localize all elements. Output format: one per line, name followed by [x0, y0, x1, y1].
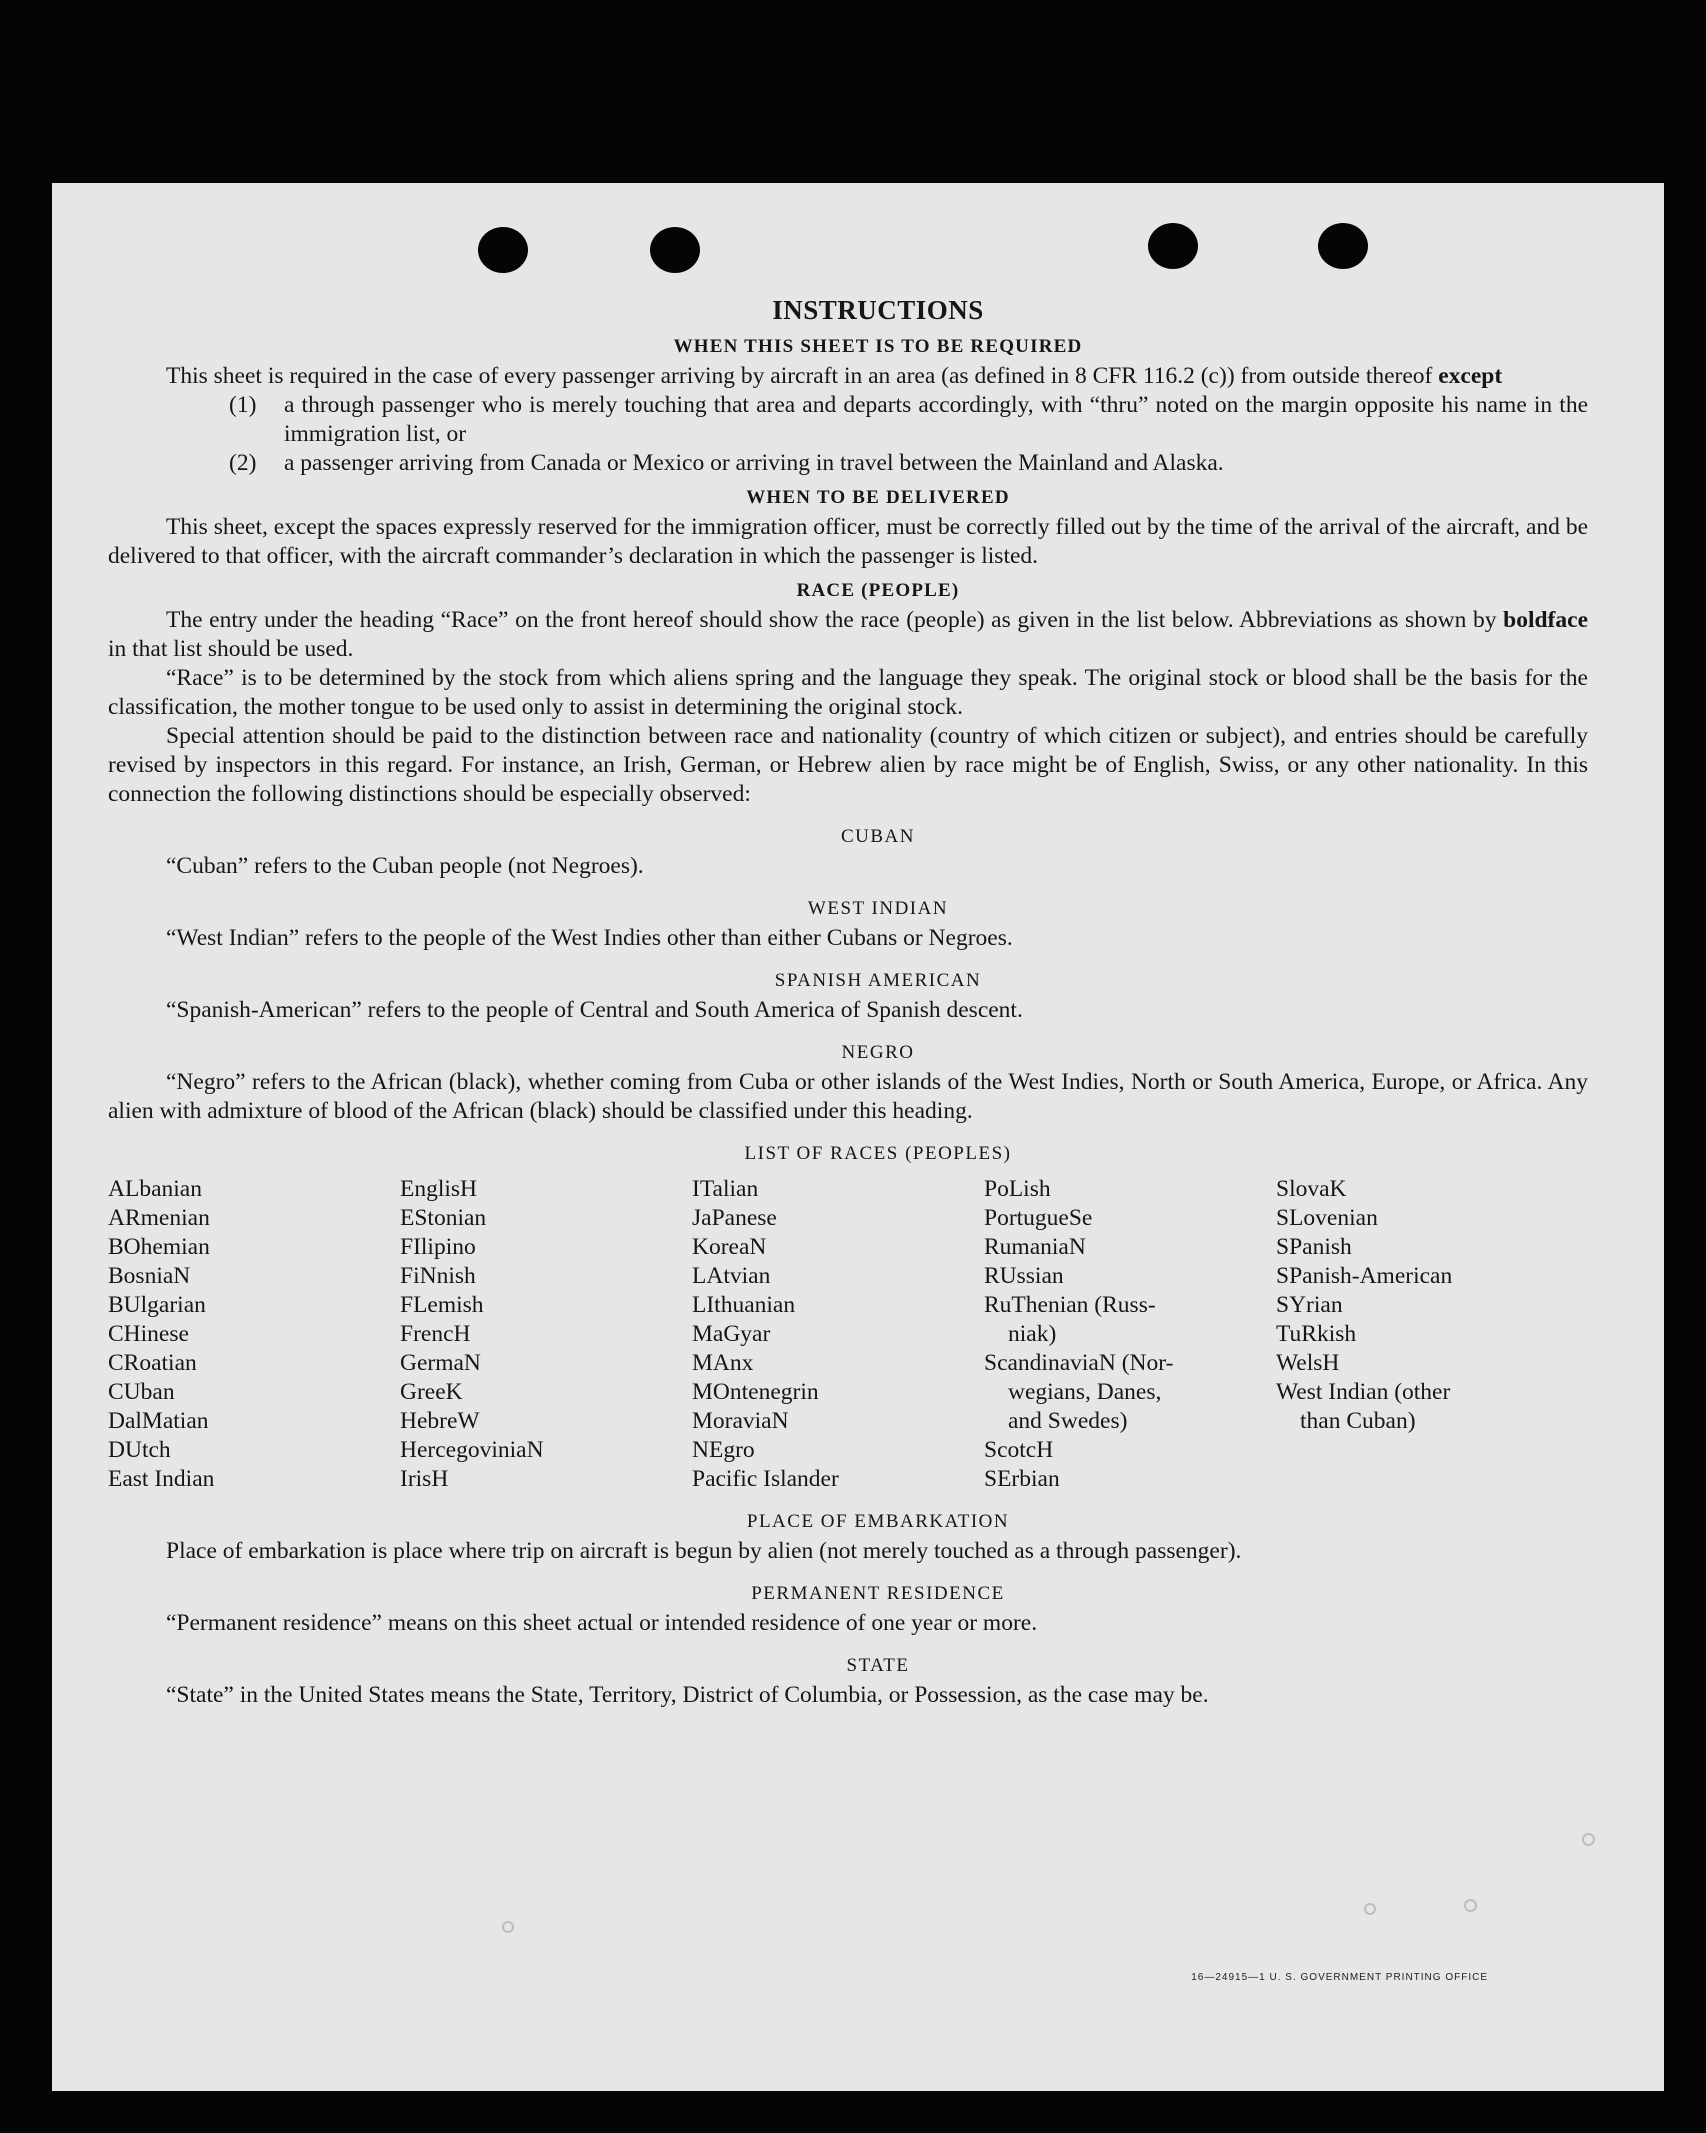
- race-entry: BUlgarian: [108, 1292, 206, 1318]
- paper-speck: [502, 1921, 514, 1933]
- race-entry: EStonian: [400, 1205, 487, 1231]
- race-entry: IrisH: [400, 1466, 449, 1492]
- race-entry: PortugueSe: [984, 1205, 1093, 1231]
- paragraph: “Cuban” refers to the Cuban people (not Negroes).: [166, 853, 644, 879]
- race-entry: PoLish: [984, 1176, 1051, 1202]
- race-entry: SPanish-American: [1276, 1263, 1453, 1289]
- punch-hole: [1148, 223, 1198, 269]
- instructions-body: [108, 293, 1588, 1710]
- race-entry: TuRkish: [1276, 1321, 1357, 1347]
- section-heading: STATE: [846, 1655, 910, 1676]
- paragraph: “Negro” refers to the African (black), whether coming from Cuba or other islands of the West Indies, North or South America, Europe, or Africa. Any alien with admixture of blood of the African (black) should be classified under this heading.: [108, 1069, 1588, 1124]
- paper-speck: [1464, 1899, 1477, 1912]
- race-entry: HercegoviniaN: [400, 1437, 544, 1463]
- race-entry: LAtvian: [692, 1263, 771, 1289]
- race-entry: CRoatian: [108, 1350, 197, 1376]
- race-entry: SlovaK: [1276, 1176, 1347, 1202]
- paragraph: This sheet, except the spaces expressly reserved for the immigration officer, must be correctly filled out by the time of the arrival of the aircraft, and be delivered to that officer, with the aircraft commander’s declaration in which the passenger is listed.: [108, 514, 1588, 569]
- race-entry: ARmenian: [108, 1205, 210, 1231]
- paragraph: “Spanish-American” refers to the people of Central and South America of Spanish descent.: [166, 997, 1023, 1023]
- race-entry: SPanish: [1276, 1234, 1352, 1260]
- section-heading: WHEN TO BE DELIVERED: [746, 487, 1010, 508]
- race-column: [400, 1175, 692, 1494]
- race-entry: BosniaN: [108, 1263, 191, 1289]
- paragraph: Place of embarkation is place where trip on aircraft is begun by alien (not merely touched as a through passenger).: [166, 1538, 1242, 1564]
- section-heading: CUBAN: [840, 826, 915, 847]
- race-entry: MoraviaN: [692, 1408, 789, 1434]
- race-entry: WelsH: [1276, 1350, 1340, 1376]
- race-entry: Pacific Islander: [692, 1466, 839, 1492]
- race-column: [1276, 1175, 1576, 1494]
- race-entry: FiNnish: [400, 1263, 476, 1289]
- race-entry: than Cuban): [1300, 1408, 1416, 1434]
- race-entry: wegians, Danes,: [1008, 1379, 1162, 1405]
- race-entry: HebreW: [400, 1408, 480, 1434]
- section-heading: WHEN THIS SHEET IS TO BE REQUIRED: [673, 336, 1083, 357]
- race-list: [108, 1175, 1588, 1494]
- race-entry: JaPanese: [692, 1205, 777, 1231]
- paragraph: This sheet is required in the case of every passenger arriving by aircraft in an area (as defined in 8 CFR 116.2 (c)) from outside thereof except: [166, 363, 1503, 389]
- race-entry: niak): [1008, 1321, 1057, 1347]
- paper-speck: [1364, 1903, 1376, 1915]
- race-entry: NEgro: [692, 1437, 755, 1463]
- section-heading: LIST OF RACES (PEOPLES): [744, 1143, 1012, 1164]
- section-heading: SPANISH AMERICAN: [774, 970, 982, 991]
- race-entry: LIthuanian: [692, 1292, 796, 1318]
- race-entry: GermaN: [400, 1350, 481, 1376]
- paragraph: “Permanent residence” means on this sheet actual or intended residence of one year or more.: [166, 1610, 1038, 1636]
- punch-hole: [1318, 223, 1368, 269]
- race-entry: FrencH: [400, 1321, 471, 1347]
- paragraph: The entry under the heading “Race” on the front hereof should show the race (people) as given in the list below. Abbreviations as shown by boldface in that list should be used.: [108, 607, 1588, 662]
- race-entry: SYrian: [1276, 1292, 1343, 1318]
- paragraph: Special attention should be paid to the distinction between race and nationality (country of which citizen or subject), and entries should be carefully revised by inspectors in this regard. For instance, an Irish, German, or Hebrew alien by race might be of English, Swiss, or any other nationality. In this connection the following distinctions should be especially observed:: [108, 723, 1588, 807]
- punch-hole: [478, 227, 528, 273]
- paragraph: “Race” is to be determined by the stock from which aliens spring and the language they speak. The original stock or blood shall be the basis for the classification, the mother tongue to be used only to assist in determining the original stock.: [108, 665, 1588, 720]
- race-entry: West Indian (other: [1276, 1379, 1451, 1405]
- section-heading: PERMANENT RESIDENCE: [751, 1583, 1005, 1604]
- race-entry: ITalian: [692, 1176, 759, 1202]
- paragraph: “West Indian” refers to the people of the West Indies other than either Cubans or Negroes.: [166, 925, 1013, 951]
- race-entry: East Indian: [108, 1466, 215, 1492]
- race-entry: ScotcH: [984, 1437, 1054, 1463]
- race-entry: DUtch: [108, 1437, 171, 1463]
- race-entry: MAnx: [692, 1350, 754, 1376]
- race-entry: GreeK: [400, 1379, 463, 1405]
- race-entry: and Swedes): [1008, 1408, 1128, 1434]
- race-entry: DalMatian: [108, 1408, 209, 1434]
- race-entry: FIlipino: [400, 1234, 476, 1260]
- race-entry: MOntenegrin: [692, 1379, 819, 1405]
- race-entry: KoreaN: [692, 1234, 767, 1260]
- race-column: [984, 1175, 1276, 1494]
- section-heading: NEGRO: [841, 1042, 915, 1063]
- list-item: (2) a passenger arriving from Canada or Mexico or arriving in travel between the Mainland and Alaska.: [229, 450, 1224, 476]
- paragraph: “State” in the United States means the State, Territory, District of Columbia, or Possession, as the case may be.: [166, 1682, 1209, 1708]
- race-entry: SLovenian: [1276, 1205, 1378, 1231]
- race-entry: BOhemian: [108, 1234, 210, 1260]
- race-entry: RuThenian (Russ-: [984, 1292, 1156, 1318]
- list-item: (1) a through passenger who is merely touching that area and departs accordingly, with “thru” noted on the margin opposite his name in the immigration list, or: [229, 392, 1588, 447]
- section-heading: PLACE OF EMBARKATION: [746, 1511, 1010, 1532]
- race-entry: MaGyar: [692, 1321, 771, 1347]
- section-heading: RACE (PEOPLE): [796, 580, 960, 601]
- race-entry: ALbanian: [108, 1176, 202, 1202]
- race-entry: FLemish: [400, 1292, 484, 1318]
- race-entry: RUssian: [984, 1263, 1064, 1289]
- printer-imprint: 16—24915—1 U. S. GOVERNMENT PRINTING OFFICE: [1191, 1972, 1488, 1983]
- section-heading: WEST INDIAN: [807, 898, 949, 919]
- paper-speck: [1582, 1833, 1595, 1846]
- page-title: INSTRUCTIONS: [772, 295, 984, 325]
- race-entry: CHinese: [108, 1321, 189, 1347]
- race-entry: CUban: [108, 1379, 175, 1405]
- document-page: [52, 183, 1664, 2091]
- punch-hole: [650, 227, 700, 273]
- race-entry: SErbian: [984, 1466, 1060, 1492]
- race-entry: ScandinaviaN (Nor-: [984, 1350, 1174, 1376]
- race-column: [692, 1175, 984, 1494]
- race-column: [108, 1175, 400, 1494]
- race-entry: EnglisH: [400, 1176, 478, 1202]
- race-entry: RumaniaN: [984, 1234, 1086, 1260]
